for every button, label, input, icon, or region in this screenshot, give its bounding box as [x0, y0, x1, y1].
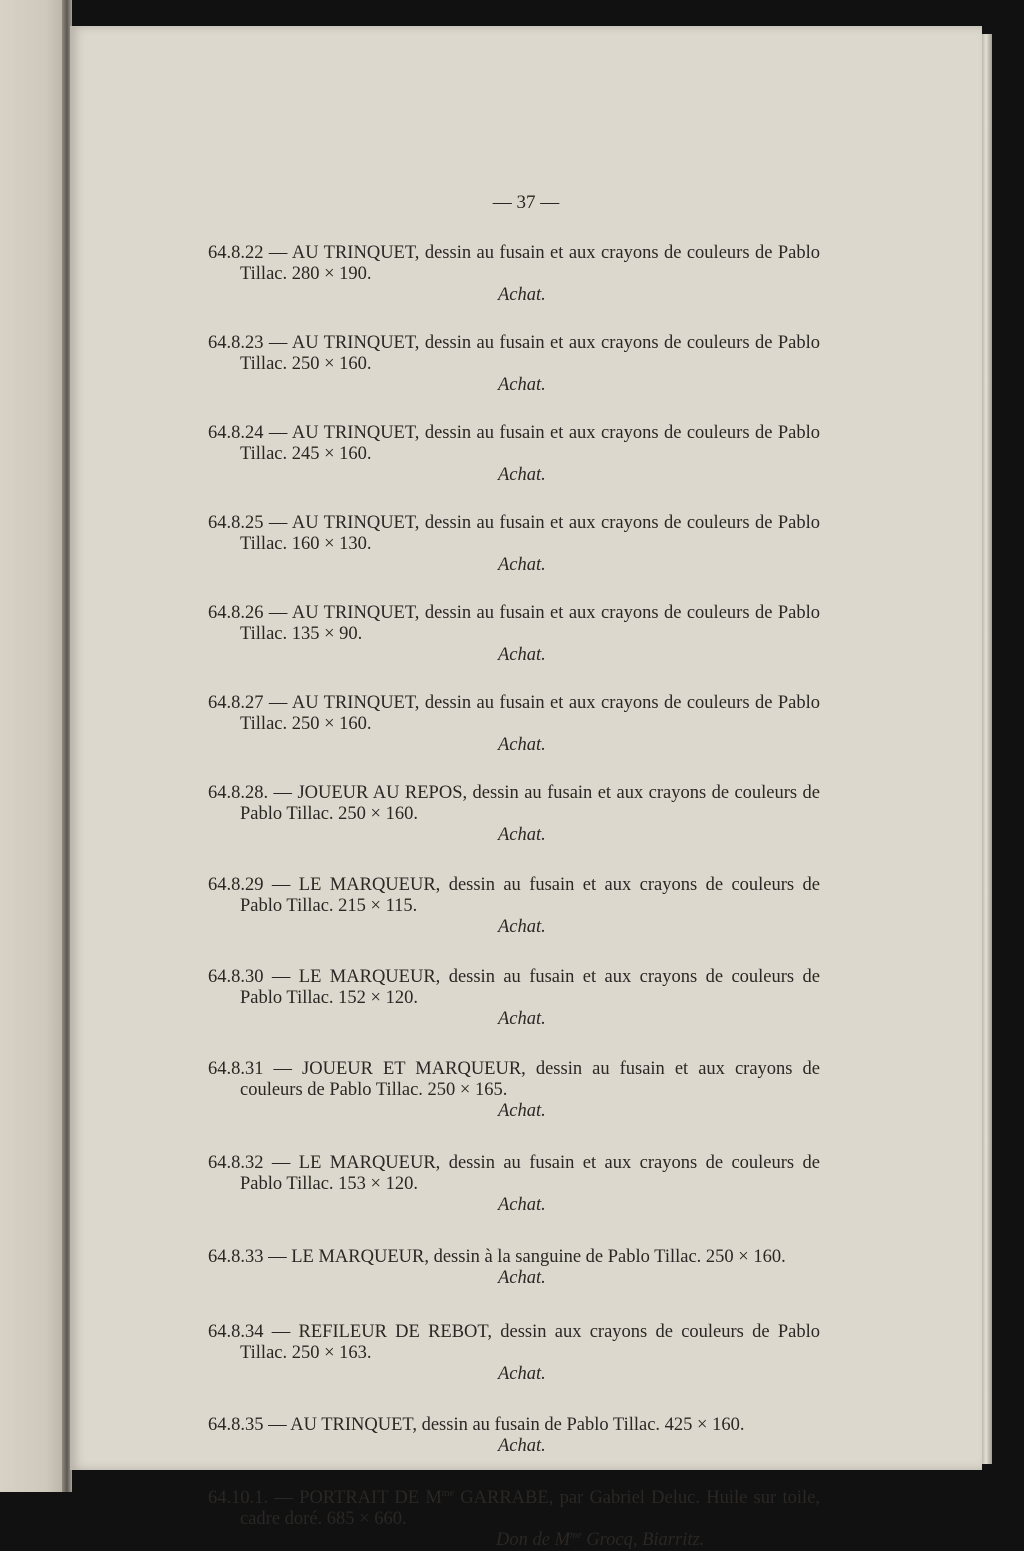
entry-credit: Achat.	[498, 555, 546, 575]
entry-text: 64.8.33 — LE MARQUEUR, dessin à la sanguine de Pablo Tillac. 250 × 160.	[208, 1247, 786, 1267]
catalogue-entry	[208, 1059, 820, 1122]
catalogue-entry	[208, 693, 820, 756]
entry-credit: Achat.	[498, 1268, 546, 1288]
credit-text-part: Don de M	[496, 1530, 570, 1550]
catalogue-entry	[208, 1153, 820, 1216]
entry-text: 64.8.22 — AU TRINQUET, dessin au fusain et aux crayons de couleurs de Pablo Tillac. 280 × 190.	[208, 243, 820, 284]
catalogue-entry	[208, 243, 820, 306]
entry-text: 64.8.28. — JOUEUR AU REPOS, dessin au fusain et aux crayons de couleurs de Pablo Tillac. 250 × 160.	[208, 783, 820, 824]
page-stack-edge	[982, 34, 992, 1464]
entry-credit: Achat.	[498, 1436, 546, 1456]
credit-text-part: Grocq, Biarritz.	[581, 1530, 705, 1550]
catalogue-entry	[208, 1322, 820, 1385]
entry-text-superscript: me	[441, 1487, 455, 1499]
entry-credit: Achat.	[498, 825, 546, 845]
entry-credit: Achat.	[498, 1101, 546, 1121]
catalogue-entry	[208, 423, 820, 486]
entry-text: 64.8.35 — AU TRINQUET, dessin au fusain de Pablo Tillac. 425 × 160.	[208, 1415, 745, 1435]
entry-text: 64.8.23 — AU TRINQUET, dessin au fusain et aux crayons de couleurs de Pablo Tillac. 250 × 160.	[208, 333, 820, 374]
entry-credit: Achat.	[498, 735, 546, 755]
entry-text: 64.8.29 — LE MARQUEUR, dessin au fusain et aux crayons de couleurs de Pablo Tillac. 215 × 115.	[208, 875, 820, 916]
entry-text: 64.8.24 — AU TRINQUET, dessin au fusain et aux crayons de couleurs de Pablo Tillac. 245 × 160.	[208, 423, 820, 464]
catalogue-entries	[208, 243, 820, 1551]
entry-credit: Achat.	[498, 375, 546, 395]
entry-credit: Achat.	[498, 465, 546, 485]
entry-credit: Achat.	[498, 645, 546, 665]
entry-text: 64.8.27 — AU TRINQUET, dessin au fusain et aux crayons de couleurs de Pablo Tillac. 250 × 160.	[208, 693, 820, 734]
catalogue-entry-last	[208, 1488, 820, 1551]
entry-credit: Achat.	[498, 1364, 546, 1384]
catalogue-entry	[208, 875, 820, 938]
page-number: — 37 —	[492, 192, 560, 213]
entry-text	[208, 1488, 820, 1530]
entry-text-part: 64.10.1. — PORTRAIT DE M	[208, 1488, 442, 1508]
catalogue-entry	[208, 513, 820, 576]
catalogue-entry	[208, 603, 820, 666]
entry-text: 64.8.25 — AU TRINQUET, dessin au fusain et aux crayons de couleurs de Pablo Tillac. 160 × 130.	[208, 513, 820, 554]
entry-credit: Achat.	[498, 1009, 546, 1029]
catalogue-entry	[208, 1247, 820, 1289]
entry-text: 64.8.34 — REFILEUR DE REBOT, dessin aux crayons de couleurs de Pablo Tillac. 250 × 163.	[208, 1322, 820, 1363]
entry-credit: Achat.	[498, 1195, 546, 1215]
catalogue-entry	[208, 1415, 820, 1457]
left-page-edge	[0, 0, 66, 1492]
entry-text: 64.8.31 — JOUEUR ET MARQUEUR, dessin au fusain et aux crayons de couleurs de Pablo Tillac. 250 × 165.	[208, 1059, 820, 1100]
catalogue-entry	[208, 333, 820, 396]
entry-text: 64.8.26 — AU TRINQUET, dessin au fusain et aux crayons de couleurs de Pablo Tillac. 135 × 90.	[208, 603, 820, 644]
entry-text: 64.8.30 — LE MARQUEUR, dessin au fusain et aux crayons de couleurs de Pablo Tillac. 152 × 120.	[208, 967, 820, 1008]
entry-credit: Achat.	[498, 917, 546, 937]
entry-credit: Achat.	[498, 285, 546, 305]
entry-credit	[208, 1530, 820, 1551]
catalogue-entry	[208, 967, 820, 1030]
credit-superscript: me	[569, 1529, 582, 1541]
entry-text-part: GARRABE, par Gabriel Deluc. Huile sur toile, cadre doré. 685 × 660.	[240, 1488, 820, 1529]
catalogue-entry	[208, 783, 820, 846]
entry-text: 64.8.32 — LE MARQUEUR, dessin au fusain et aux crayons de couleurs de Pablo Tillac. 153 × 120.	[208, 1153, 820, 1194]
